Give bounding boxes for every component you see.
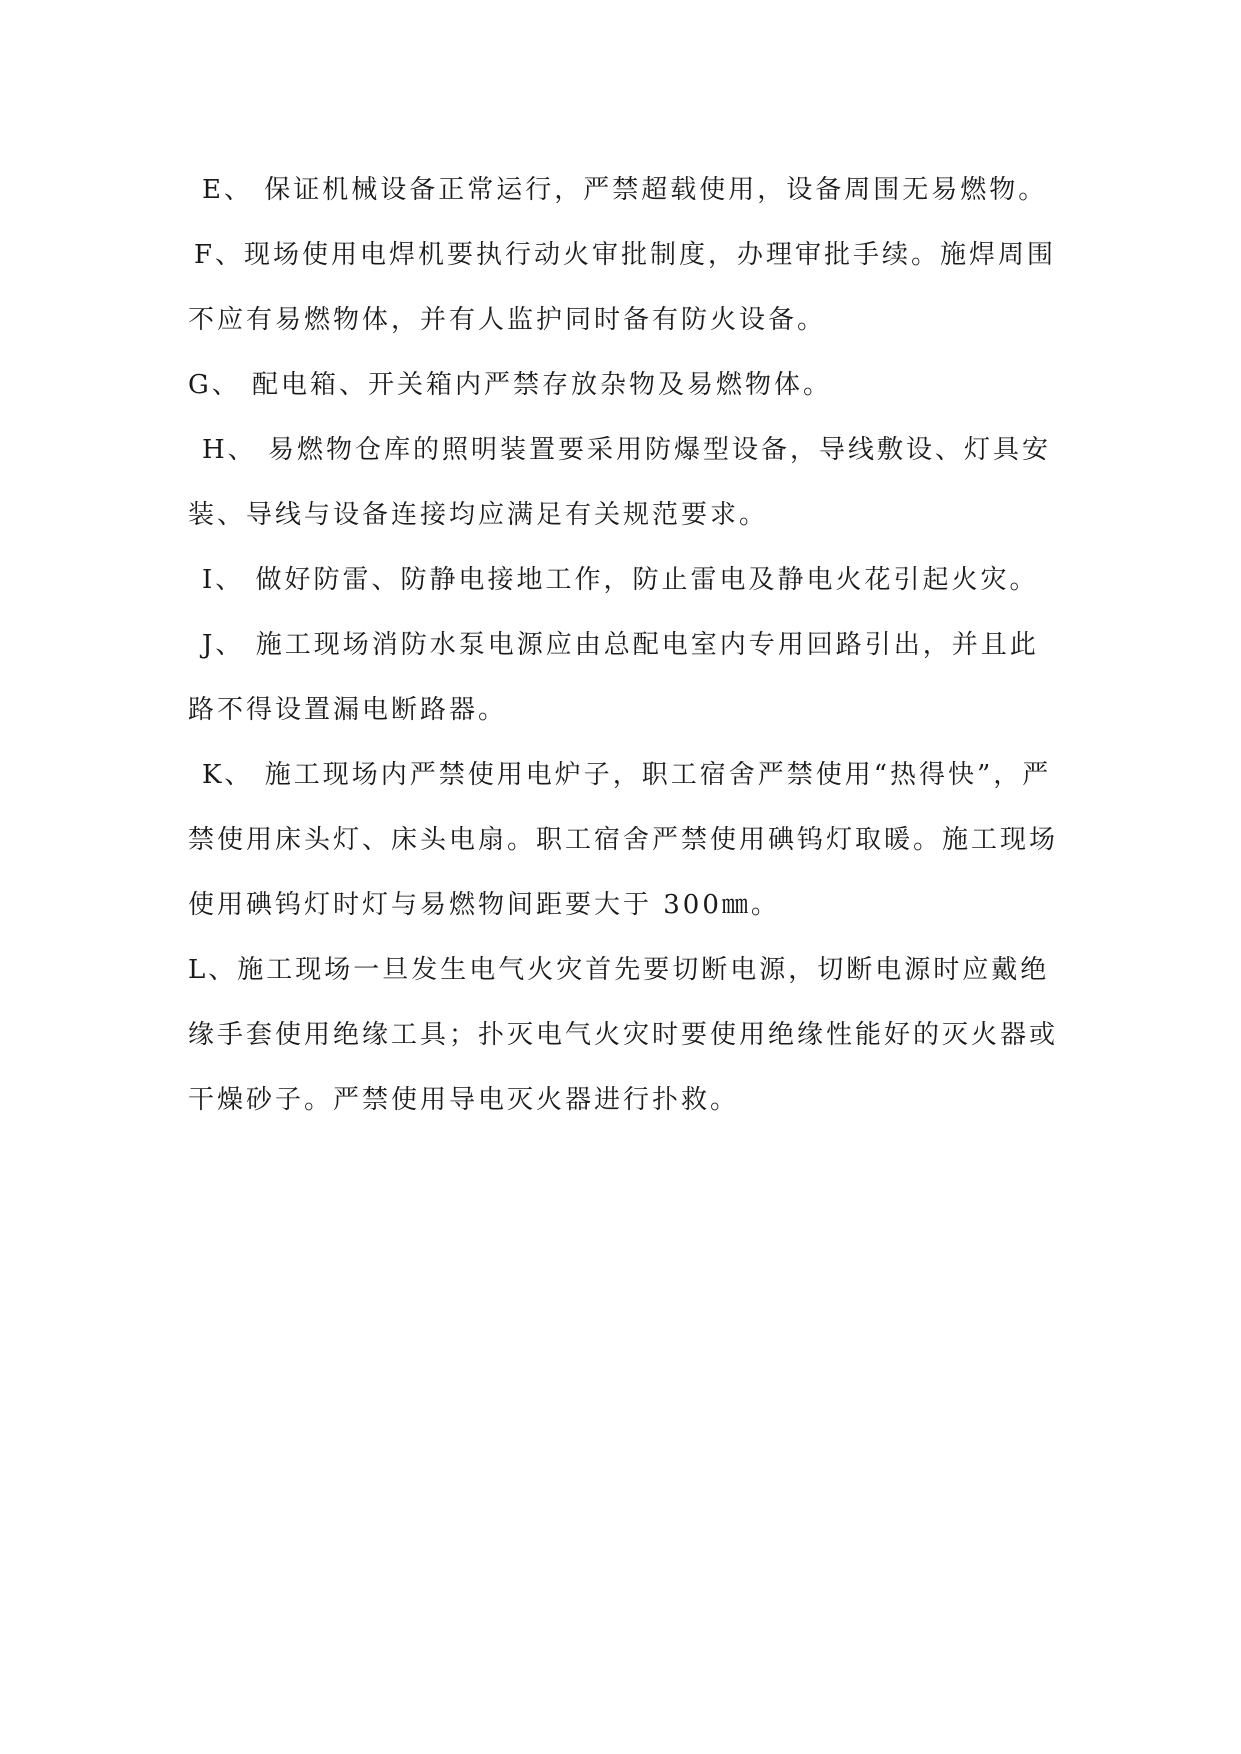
item-i-line-1: I、 做好防雷、防静电接地工作，防止雷电及静电火花引起火灾。 <box>202 565 1039 595</box>
item-l-line-1: L、施工现场一旦发生电气火灾首先要切断电源，切断电源时应戴绝 <box>188 955 1050 985</box>
item-h-line-1: H、 易燃物仓库的照明装置要采用防爆型设备，导线敷设、灯具安 <box>202 435 1051 465</box>
document-body <box>188 158 1068 1133</box>
item-k-line-1: K、 施工现场内严禁使用电炉子，职工宿舍严禁使用“热得快”，严 <box>202 760 1052 790</box>
item-l-line-3: 干燥砂子。严禁使用导电灭火器进行扑救。 <box>188 1085 740 1115</box>
item-f-line-1: F、现场使用电焊机要执行动火审批制度，办理审批手续。施焊周围 <box>194 240 1057 270</box>
item-l-line-2: 缘手套使用绝缘工具；扑灭电气火灾时要使用绝缘性能好的灭火器或 <box>188 1020 1059 1050</box>
item-j-line-2: 路不得设置漏电断路器。 <box>188 695 508 725</box>
item-h-line-2: 装、导线与设备连接均应满足有关规范要求。 <box>188 500 769 530</box>
item-k-line-3: 使用碘钨灯时灯与易燃物间距要大于 300㎜。 <box>188 890 780 920</box>
item-g-line-1: G、 配电箱、开关箱内严禁存放杂物及易燃物体。 <box>188 370 833 400</box>
item-f-line-2: 不应有易燃物体，并有人监护同时备有防火设备。 <box>188 305 827 335</box>
item-k-line-2: 禁使用床头灯、床头电扇。职工宿舍严禁使用碘钨灯取暖。施工现场 <box>188 825 1059 855</box>
item-j-line-1: J、 施工现场消防水泵电源应由总配电室内专用回路引出，并且此 <box>202 630 1039 660</box>
item-e-line-1: E、 保证机械设备正常运行，严禁超载使用，设备周围无易燃物。 <box>202 175 1048 205</box>
